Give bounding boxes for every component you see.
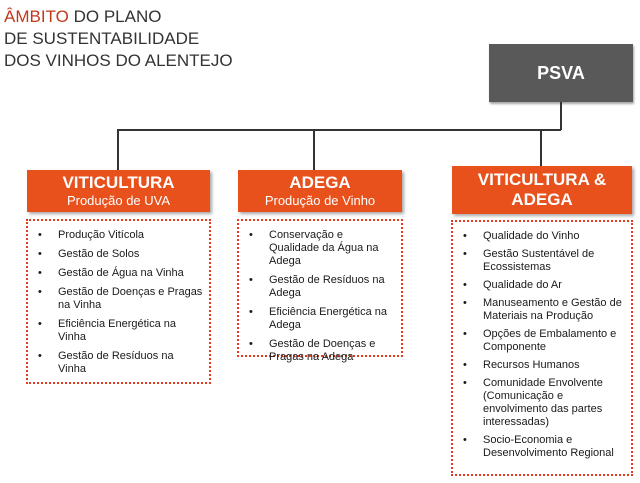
list-item: • Recursos Humanos (463, 359, 580, 371)
connector-col2-vertical (313, 129, 315, 170)
list-item: • Gestão de Água na Vinha (38, 267, 184, 279)
title-line-3: DOS VINHOS DO ALENTEJO (4, 51, 233, 70)
title-line-2: DE SUSTENTABILIDADE (4, 29, 200, 48)
connector-horizontal-bar (117, 129, 561, 131)
viticultura-header (27, 170, 210, 212)
list-item: • Comunidade Envolvente (Comunicação e envolvimento das partes interessadas) (463, 377, 603, 428)
adega-list (237, 219, 403, 363)
list-item: • Eficiência Energética na Vinha (38, 318, 177, 343)
connector-col3-vertical (540, 129, 542, 166)
viticultura-adega-list (451, 220, 633, 476)
list-item: • Gestão Sustentável de Ecossistemas (463, 248, 595, 273)
viticultura-adega-title-2: ADEGA (511, 190, 573, 209)
list-item: • Qualidade do Vinho (463, 230, 580, 242)
viticultura-title: VITICULTURA (62, 173, 175, 192)
title-accent-word: ÂMBITO (4, 7, 69, 26)
adega-header (238, 170, 402, 212)
diagram-title (4, 6, 233, 72)
root-node-psva (489, 44, 633, 102)
list-item: • Gestão de Resíduos na Vinha (38, 350, 174, 375)
list-item: • Manuseamento e Gestão de Materiais na Produção (463, 297, 622, 322)
viticultura-subtitle: Produção de UVA (66, 193, 171, 208)
list-item: • Gestão de Resíduos na Adega (249, 274, 385, 299)
connector-root-vertical (560, 102, 562, 130)
list-item: • Eficiência Energética na Adega (249, 306, 388, 331)
viticultura-adega-title-1: VITICULTURA & (477, 170, 607, 189)
viticultura-adega-header (452, 166, 632, 214)
list-item: • Socio-Economia e Desenvolvimento Regional (463, 434, 614, 459)
list-item: • Gestão de Doenças e Pragas na Adega (249, 338, 376, 363)
root-node-label: PSVA (537, 62, 585, 83)
title-line-1: DO PLANO (68, 7, 162, 26)
viticultura-list (26, 219, 211, 384)
list-item: • Gestão de Doenças e Pragas na Vinha (38, 286, 203, 311)
list-item: • Opções de Embalamento e Componente (463, 328, 617, 353)
list-item: • Gestão de Solos (38, 248, 140, 260)
list-item: • Produção Vitícola (38, 229, 145, 241)
adega-title: ADEGA (289, 173, 351, 192)
connector-col1-vertical (117, 129, 119, 170)
list-item: • Qualidade do Ar (463, 279, 562, 291)
list-item: • Conservação e Qualidade da Água na Adega (249, 229, 379, 267)
adega-subtitle: Produção de Vinho (264, 193, 376, 208)
